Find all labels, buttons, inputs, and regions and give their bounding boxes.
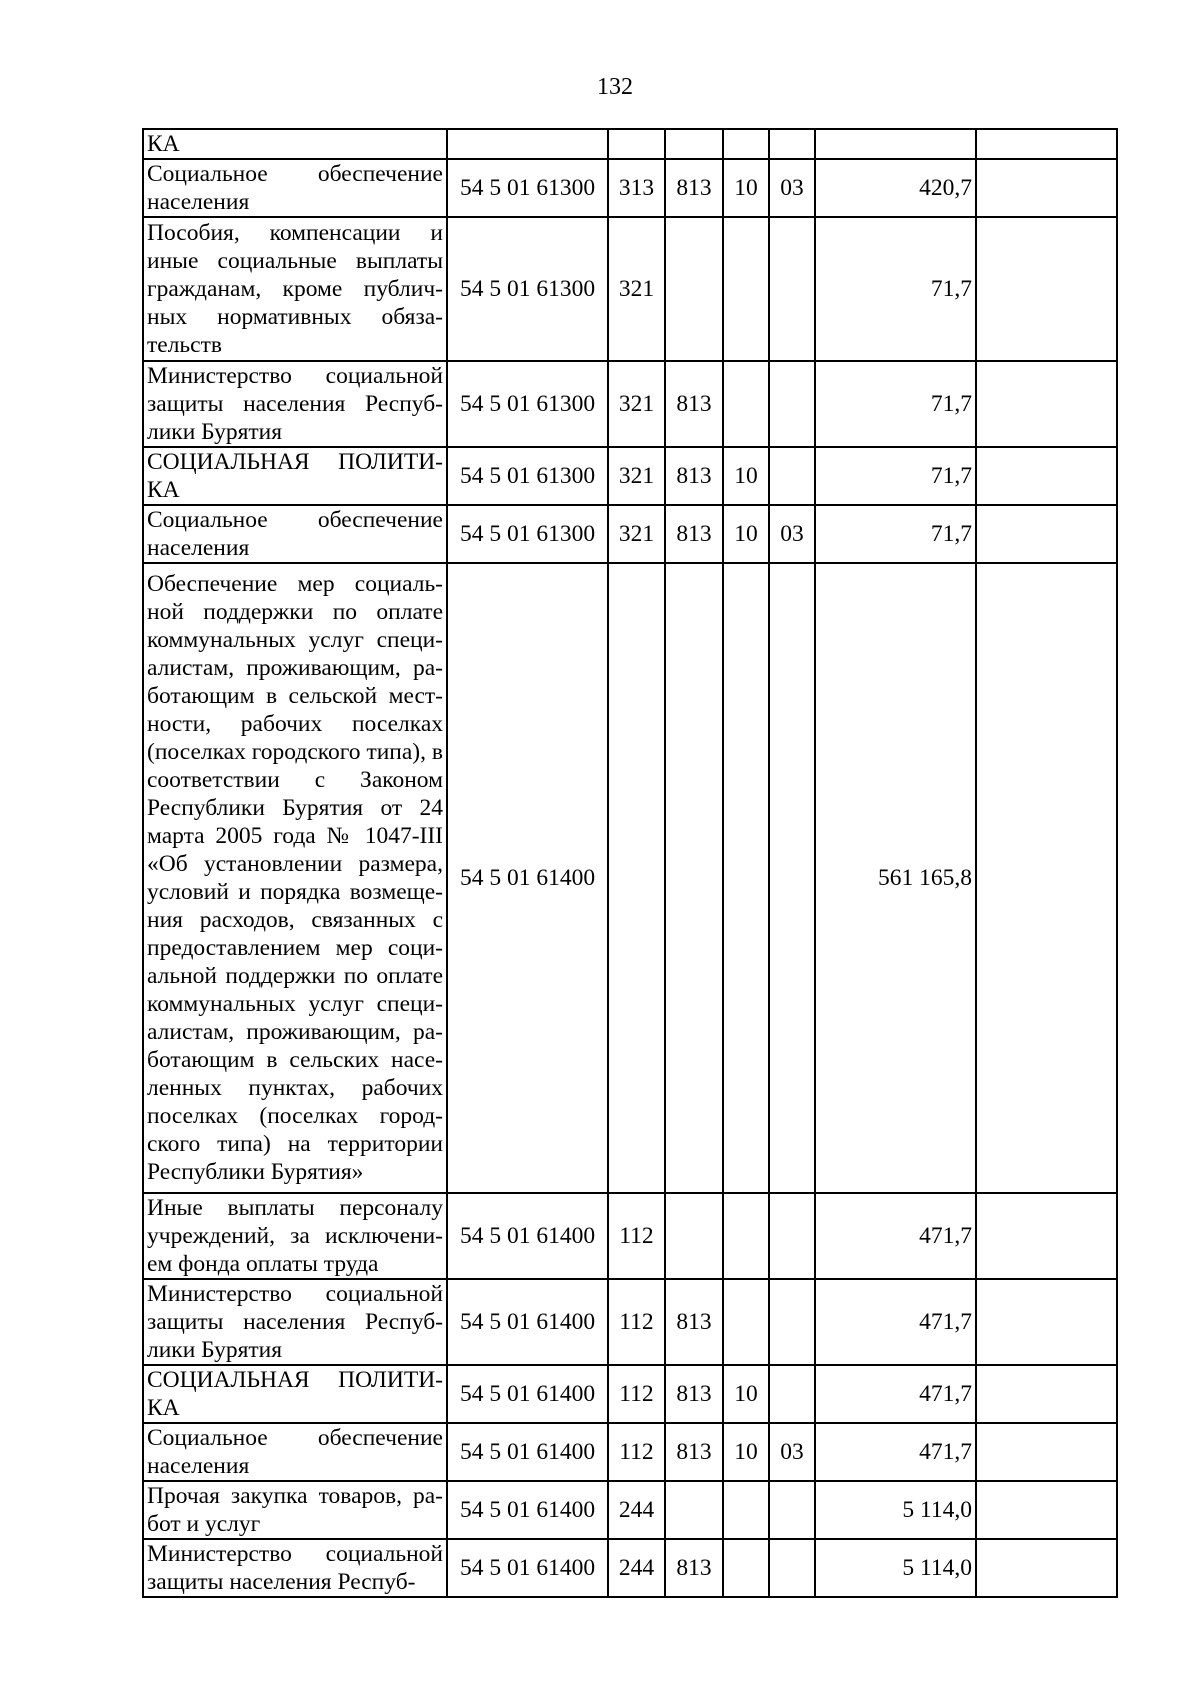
target-code: 54 5 01 61300 (447, 159, 608, 217)
target-code: 54 5 01 61300 (447, 447, 608, 505)
expense-type (608, 129, 665, 159)
table-row (143, 159, 1117, 217)
table-row (143, 447, 1117, 505)
target-code: 54 5 01 61400 (447, 1193, 608, 1279)
expense-type: 321 (608, 361, 665, 447)
extra-cell (976, 1279, 1117, 1365)
row-name: Прочая закупка товаров, ра-бот и услуг (143, 1481, 447, 1539)
table-row (143, 1193, 1117, 1279)
subsection-code: 03 (769, 159, 815, 217)
extra-cell (976, 1193, 1117, 1279)
amount: 71,7 (815, 217, 976, 361)
section-code (723, 1193, 769, 1279)
row-name: Пособия, компенсации и иные социальные выплаты гражданам, кроме публич-ных нормативных обяза-тельств (143, 217, 447, 361)
section-code: 10 (723, 159, 769, 217)
subsection-code (769, 1193, 815, 1279)
page-number: 132 (597, 74, 633, 100)
table-row (143, 1423, 1117, 1481)
subsection-code (769, 1539, 815, 1597)
ministry-code: 813 (665, 505, 723, 563)
table-row (143, 1279, 1117, 1365)
ministry-code: 813 (665, 447, 723, 505)
ministry-code (665, 1193, 723, 1279)
budget-table (142, 128, 1118, 1598)
amount: 5 114,0 (815, 1539, 976, 1597)
extra-cell (976, 217, 1117, 361)
extra-cell (976, 1423, 1117, 1481)
ministry-code: 813 (665, 1539, 723, 1597)
row-name: Министерство социальной защиты населения Респуб-лики Бурятия (143, 1279, 447, 1365)
section-code: 10 (723, 505, 769, 563)
subsection-code (769, 1279, 815, 1365)
section-code (723, 1539, 769, 1597)
expense-type: 244 (608, 1539, 665, 1597)
target-code: 54 5 01 61400 (447, 1365, 608, 1423)
expense-type: 112 (608, 1279, 665, 1365)
extra-cell (976, 129, 1117, 159)
extra-cell (976, 1481, 1117, 1539)
section-code (723, 1481, 769, 1539)
amount: 471,7 (815, 1279, 976, 1365)
subsection-code (769, 563, 815, 1193)
subsection-code: 03 (769, 505, 815, 563)
extra-cell (976, 563, 1117, 1193)
amount: 420,7 (815, 159, 976, 217)
section-code (723, 217, 769, 361)
row-name: Министерство социальной защиты населения Респуб- (143, 1539, 447, 1597)
target-code: 54 5 01 61400 (447, 1279, 608, 1365)
ministry-code (665, 563, 723, 1193)
amount: 5 114,0 (815, 1481, 976, 1539)
amount: 561 165,8 (815, 563, 976, 1193)
section-code (723, 1279, 769, 1365)
section-code (723, 361, 769, 447)
expense-type: 112 (608, 1423, 665, 1481)
expense-type: 321 (608, 447, 665, 505)
subsection-code (769, 129, 815, 159)
expense-type: 313 (608, 159, 665, 217)
expense-type: 112 (608, 1365, 665, 1423)
ministry-code (665, 1481, 723, 1539)
extra-cell (976, 505, 1117, 563)
expense-type: 244 (608, 1481, 665, 1539)
extra-cell (976, 361, 1117, 447)
row-name: Иные выплаты персоналу учреждений, за исключени-ем фонда оплаты труда (143, 1193, 447, 1279)
ministry-code (665, 217, 723, 361)
target-code: 54 5 01 61400 (447, 563, 608, 1193)
ministry-code: 813 (665, 361, 723, 447)
target-code: 54 5 01 61300 (447, 217, 608, 361)
expense-type (608, 563, 665, 1193)
extra-cell (976, 1365, 1117, 1423)
extra-cell (976, 447, 1117, 505)
expense-type: 112 (608, 1193, 665, 1279)
ministry-code: 813 (665, 1279, 723, 1365)
row-name: Социальное обеспечение населения (143, 505, 447, 563)
table-row (143, 217, 1117, 361)
row-name: Социальное обеспечение населения (143, 159, 447, 217)
table-row (143, 505, 1117, 563)
row-name: СОЦИАЛЬНАЯ ПОЛИТИ-КА (143, 1365, 447, 1423)
extra-cell (976, 159, 1117, 217)
amount: 71,7 (815, 505, 976, 563)
expense-type: 321 (608, 505, 665, 563)
target-code: 54 5 01 61300 (447, 505, 608, 563)
target-code: 54 5 01 61400 (447, 1423, 608, 1481)
subsection-code (769, 1481, 815, 1539)
amount: 471,7 (815, 1193, 976, 1279)
section-code: 10 (723, 1365, 769, 1423)
amount: 471,7 (815, 1423, 976, 1481)
section-code (723, 129, 769, 159)
row-name: СОЦИАЛЬНАЯ ПОЛИТИ-КА (143, 447, 447, 505)
subsection-code (769, 217, 815, 361)
section-code: 10 (723, 1423, 769, 1481)
row-name: Социальное обеспечение населения (143, 1423, 447, 1481)
row-name: Министерство социальной защиты населения Респуб-лики Бурятия (143, 361, 447, 447)
ministry-code: 813 (665, 1423, 723, 1481)
row-name: КА (143, 129, 447, 159)
amount: 71,7 (815, 447, 976, 505)
table-row (143, 129, 1117, 159)
ministry-code: 813 (665, 159, 723, 217)
ministry-code: 813 (665, 1365, 723, 1423)
table-body (143, 129, 1117, 1597)
table-row (143, 563, 1117, 1193)
table-row (143, 361, 1117, 447)
table-row (143, 1481, 1117, 1539)
amount (815, 129, 976, 159)
target-code (447, 129, 608, 159)
row-name: Обеспечение мер социаль-ной поддержки по оплате коммунальных услуг специ-алистам, проживающим, ра-ботающим в сельской мест-ности, рабочих поселках (поселках городского типа), в соответствии с Законом Республики Бурятия от 24 марта 2005 года № 1047-III «Об установлении размера, условий и порядка возмеще-ния расходов, связанных с предоставлением мер соци-альной поддержки по оплате коммунальных услуг специ-алистам, проживающим, ра-ботающим в сельских насе-ленных пунктах, рабочих поселках (поселках город-ского типа) на территории Республики Бурятия» (143, 563, 447, 1193)
extra-cell (976, 1539, 1117, 1597)
amount: 471,7 (815, 1365, 976, 1423)
expense-type: 321 (608, 217, 665, 361)
table-row (143, 1539, 1117, 1597)
section-code: 10 (723, 447, 769, 505)
subsection-code (769, 1365, 815, 1423)
subsection-code (769, 361, 815, 447)
ministry-code (665, 129, 723, 159)
subsection-code (769, 447, 815, 505)
target-code: 54 5 01 61400 (447, 1481, 608, 1539)
target-code: 54 5 01 61400 (447, 1539, 608, 1597)
section-code (723, 563, 769, 1193)
target-code: 54 5 01 61300 (447, 361, 608, 447)
subsection-code: 03 (769, 1423, 815, 1481)
amount: 71,7 (815, 361, 976, 447)
table-row (143, 1365, 1117, 1423)
